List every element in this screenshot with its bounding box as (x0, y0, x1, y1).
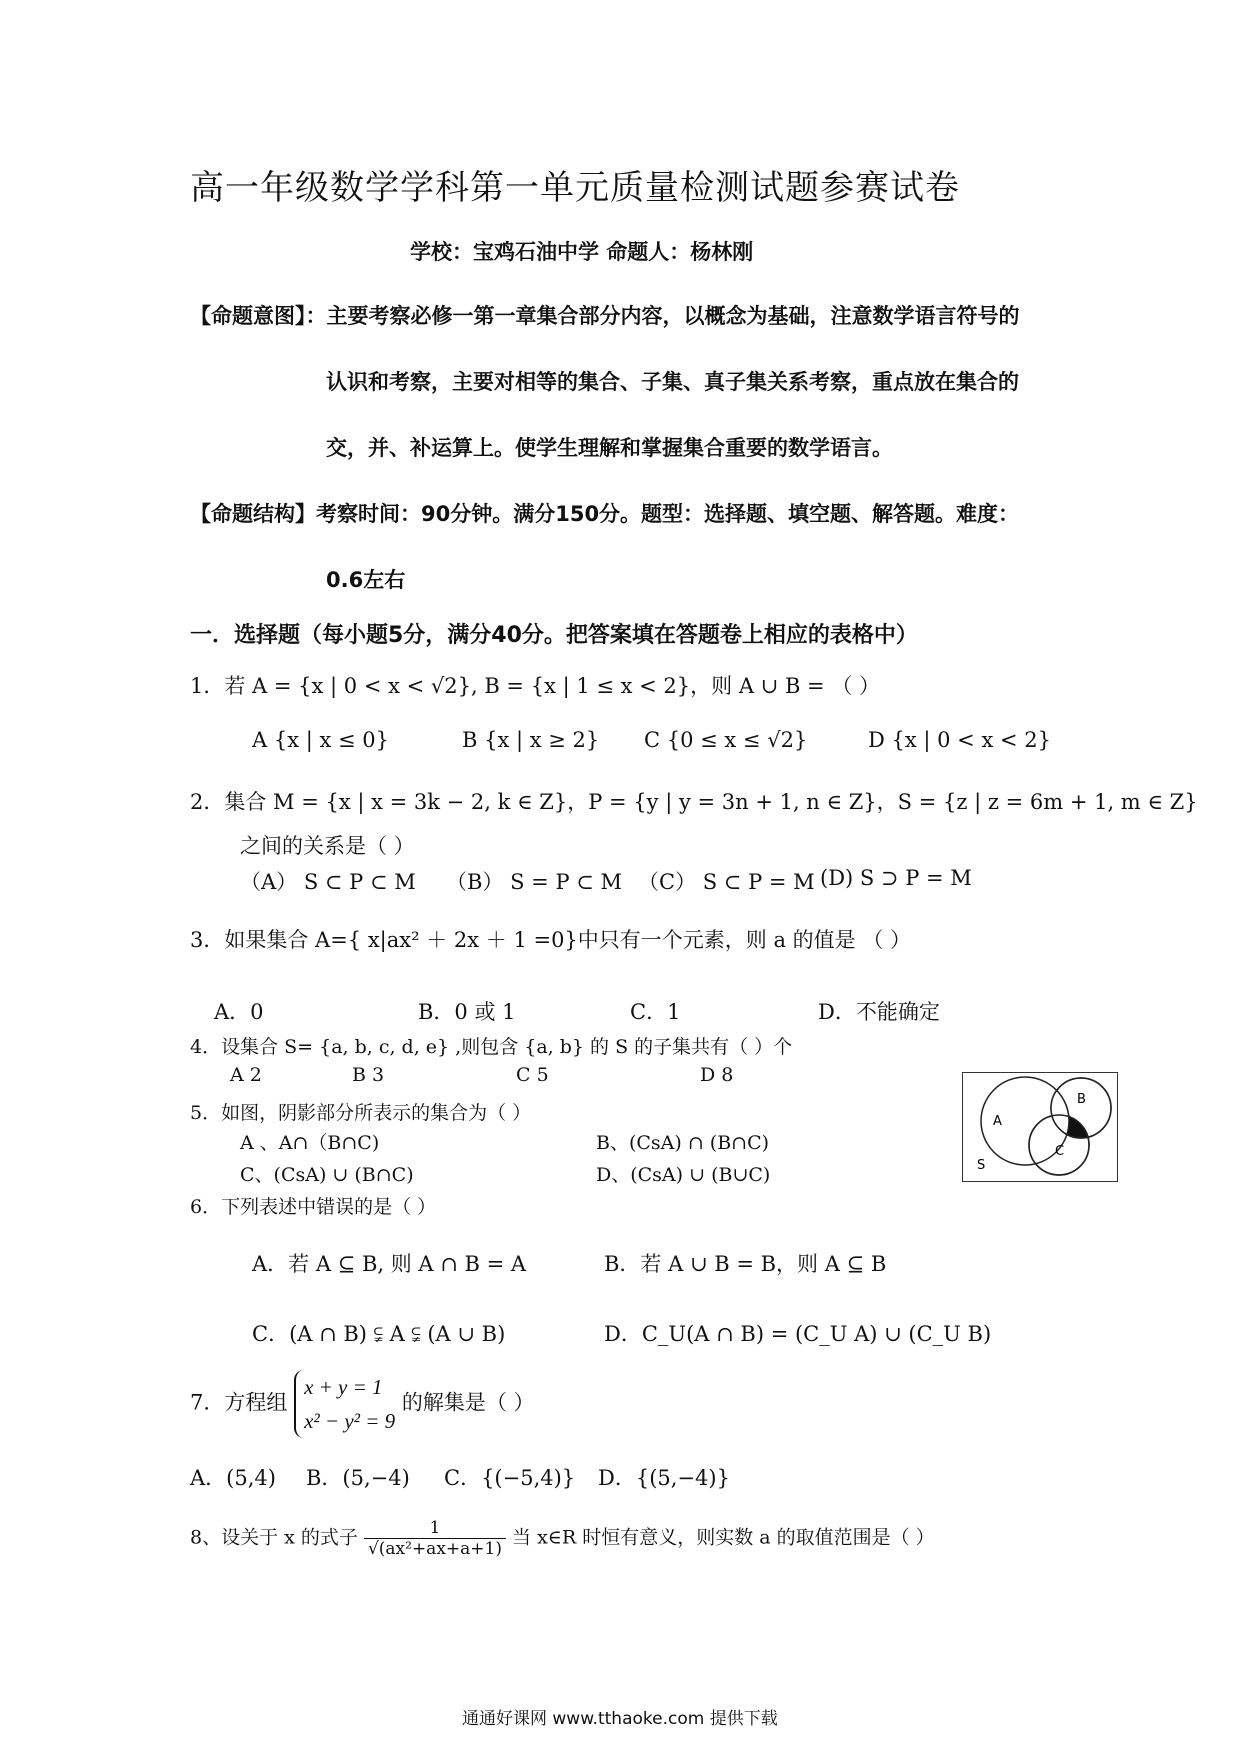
structure-line-1: 【命题结构】考察时间：90分钟。满分150分。题型：选择题、填空题、解答题。难度： (190, 502, 1020, 526)
structure-line-2: 0.6左右 (326, 568, 406, 592)
question-2-option-d: (D) S ⊃ P = M (820, 866, 972, 890)
question-4-option-c: C 5 (516, 1064, 549, 1086)
question-4-option-a: A 2 (230, 1064, 262, 1086)
question-4-option-d: D 8 (700, 1064, 734, 1086)
venn-label-s: S (977, 1158, 986, 1173)
question-6-option-c: C．(A ∩ B) ⫋ A ⫋ (A ∪ B) (252, 1322, 506, 1346)
page-subtitle: 学校：宝鸡石油中学 命题人：杨林刚 (410, 240, 754, 264)
question-7-option-a: A．(5,4) (190, 1466, 276, 1490)
question-1-option-d: D {x | 0 < x < 2} (868, 728, 1051, 752)
question-1-option-b: B {x | x ≥ 2} (462, 728, 600, 752)
venn-label-c: C (1055, 1144, 1065, 1159)
venn-diagram (962, 1072, 1118, 1182)
question-6-option-d: D．C_U(A ∩ B) = (C_U A) ∪ (C_U B) (604, 1322, 992, 1346)
intent-line-3: 交，并、补运算上。使学生理解和掌握集合重要的数学语言。 (326, 436, 893, 460)
question-8-suffix: 当 x∈R 时恒有意义，则实数 a 的取值范围是（ ） (512, 1526, 935, 1549)
question-2-option-c: （C） S ⊂ P = M (638, 870, 815, 894)
question-5-option-c: C、(CsA) ∪ (B∩C) (240, 1164, 414, 1186)
question-7-option-d: D．{(5,−4)} (598, 1466, 730, 1490)
question-7-prefix: 7．方程组 (190, 1390, 288, 1415)
question-3-stem: 3．如果集合 A={ x|ax² ＋ 2x ＋ 1 =0}中只有一个元素，则 a 的值是 （ ） (190, 928, 912, 952)
question-6-option-b: B．若 A ∪ B = B，则 A ⊆ B (604, 1252, 887, 1276)
page-footer: 通通好课网 www.tthaoke.com 提供下载 (462, 1709, 778, 1729)
equation-2: x² − y² = 9 (304, 1409, 396, 1433)
question-1-option-c: C {0 ≤ x ≤ √2} (644, 728, 808, 752)
question-6-stem: 6．下列表述中错误的是（ ） (190, 1196, 437, 1218)
question-3-option-a: A．0 (214, 1000, 264, 1024)
intent-line-2: 认识和考察，主要对相等的集合、子集、真子集关系考察，重点放在集合的 (326, 370, 1019, 394)
question-3-option-c: C．1 (630, 1000, 681, 1024)
question-3-option-b: B．0 或 1 (418, 1000, 516, 1024)
question-1-stem: 1．若 A = {x | 0 < x < √2}, B = {x | 1 ≤ x < 2}，则 A ∪ B = （ ） (190, 674, 880, 698)
question-7-option-b: B．(5,−4) (306, 1466, 410, 1490)
fraction-expression (364, 1518, 506, 1559)
fraction-numerator: 1 (364, 1518, 506, 1539)
equation-1: x + y = 1 (304, 1375, 383, 1399)
venn-label-a: A (993, 1114, 1002, 1129)
question-2-option-a: （A） S ⊂ P ⊂ M (240, 870, 416, 894)
fraction-denominator: √(ax²+ax+a+1) (367, 1539, 502, 1559)
question-5-option-b: B、(CsA) ∩ (B∩C) (596, 1132, 770, 1154)
venn-label-b: B (1077, 1092, 1086, 1107)
question-7-suffix: 的解集是（ ） (401, 1390, 535, 1415)
equation-system (294, 1370, 395, 1438)
section-heading: 一．选择题（每小题5分，满分40分。把答案填在答题卷上相应的表格中） (190, 623, 918, 648)
question-2-option-b: （B） S = P ⊂ M (446, 870, 623, 894)
question-4-stem: 4．设集合 S= {a, b, c, d, e} ,则包含 {a, b} 的 S 的子集共有（ ）个 (190, 1036, 793, 1058)
question-5-option-d: D、(CsA) ∪ (B∪C) (596, 1164, 771, 1186)
intent-line-1: 【命题意图】：主要考察必修一第一章集合部分内容，以概念为基础，注意数学语言符号的 (190, 304, 1020, 328)
question-2-stem: 2．集合 M = {x | x = 3k − 2, k ∈ Z}，P = {y | y = 3n + 1, n ∈ Z}，S = {z | z = 6m + 1, m ∈ Z} (190, 790, 1198, 814)
question-1-option-a: A {x | x ≤ 0} (252, 728, 389, 752)
question-5-option-a: A 、A∩（B∩C) (240, 1132, 380, 1154)
question-3-option-d: D．不能确定 (818, 1000, 940, 1024)
question-8-prefix: 8、设关于 x 的式子 (190, 1526, 358, 1549)
question-8-stem (190, 1518, 935, 1559)
question-7-option-c: C．{(−5,4)} (444, 1466, 576, 1490)
question-2-stem-cont: 之间的关系是（ ） (240, 834, 415, 858)
question-4-option-b: B 3 (352, 1064, 385, 1086)
question-7-stem (190, 1370, 535, 1438)
question-6-option-a: A．若 A ⊆ B, 则 A ∩ B = A (252, 1252, 527, 1276)
question-5-stem: 5．如图，阴影部分所表示的集合为（ ） (190, 1102, 532, 1124)
page-title: 高一年级数学学科第一单元质量检测试题参赛试卷 (190, 168, 960, 208)
